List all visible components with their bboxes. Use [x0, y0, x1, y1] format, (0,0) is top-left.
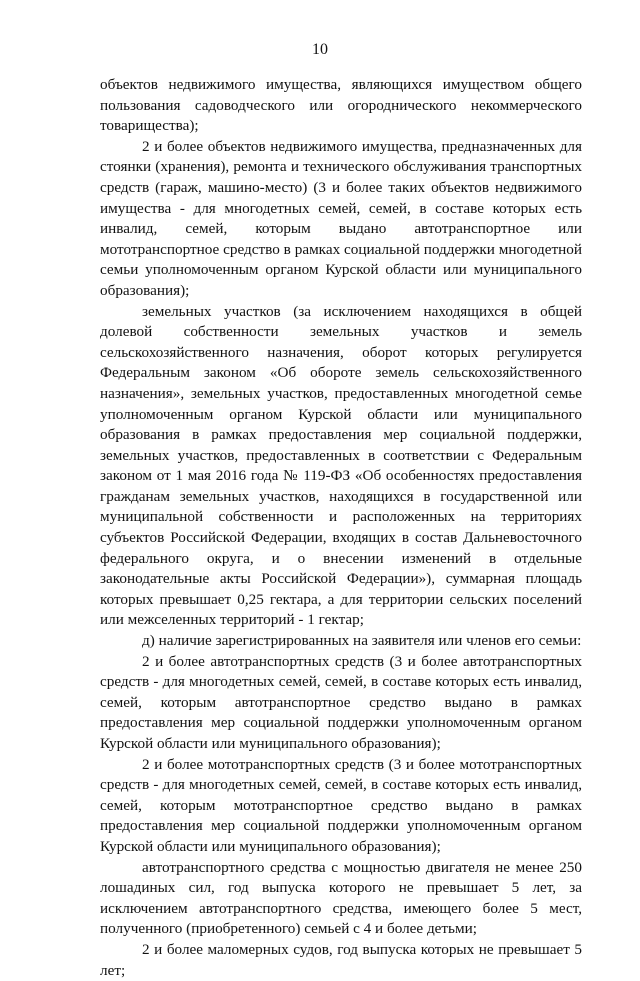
- paragraph: земельных участков (за исключением находящихся в общей долевой собственности земельных участков и земель сельскохозяйственного назначения, оборот которых регулируется Федеральным законом «Об обороте земель сельскохозяйственного назначения», земельных участков, предоставленных многодетной семье уполномоченным органом Курской области или муниципального образования в рамках предоставления мер социальной поддержки, земельных участков, предоставленных в соответствии с Федеральным законом от 1 мая 2016 года № 119-ФЗ «Об особенностях предоставления гражданам земельных участков, находящихся в государственной или муниципальной собственности и расположенных на территориях субъектов Российской Федерации, входящих в состав Дальневосточного федерального округа, и о внесении изменений в отдельные законодательные акты Российской Федерации»), суммарная площадь которых превышает 0,25 гектара, а для территории сельских поселений или межселенных территорий - 1 гектар;: [100, 302, 582, 629]
- paragraph: 2 и более мототранспортных средств (3 и более мототранспортных средств - для многодетных семей, семей, в составе которых есть инвалид, семей, которым мототранспортное средство выдано в рамках предоставления мер социальной поддержки уполномоченным органом Курской области или муниципального образования);: [100, 755, 582, 855]
- paragraph: 2 и более маломерных судов, год выпуска которых не превышает 5 лет;: [100, 940, 582, 979]
- paragraph: 2 и более автотранспортных средств (3 и более автотранспортных средств - для многодетных семей, семей, в составе которых есть инвалид, семей, которым автотранспортное средство выдано в рамках предоставления мер социальной поддержки уполномоченным органом Курской области или муниципального образования);: [100, 652, 582, 752]
- paragraph: 2 и более объектов недвижимого имущества, предназначенных для стоянки (хранения), ремонта и технического обслуживания транспортных средств (гараж, машино-место) (3 и более таких объектов недвижимого имущества - для многодетных семей, семей, в составе которых есть инвалид, семей, которым выдано автотранспортное или мототранспортное средство в рамках социальной поддержки многодетной семьи уполномоченным органом Курской области или муниципального образования);: [100, 137, 582, 299]
- paragraph: автотранспортного средства с мощностью двигателя не менее 250 лошадиных сил, год выпуска которого не превышает 5 лет, за исключением автотранспортного средства, имеющего более 5 мест, полученного (приобретенного) семьей с 4 и более детьми;: [100, 858, 582, 938]
- paragraph: объектов недвижимого имущества, являющихся имуществом общего пользования садоводческого или огороднического некоммерческого товарищества);: [100, 76, 582, 135]
- paragraph: д) наличие зарегистрированных на заявителя или членов его семьи:: [142, 632, 582, 650]
- page-number: 10: [312, 41, 328, 58]
- document-body: [100, 75, 582, 981]
